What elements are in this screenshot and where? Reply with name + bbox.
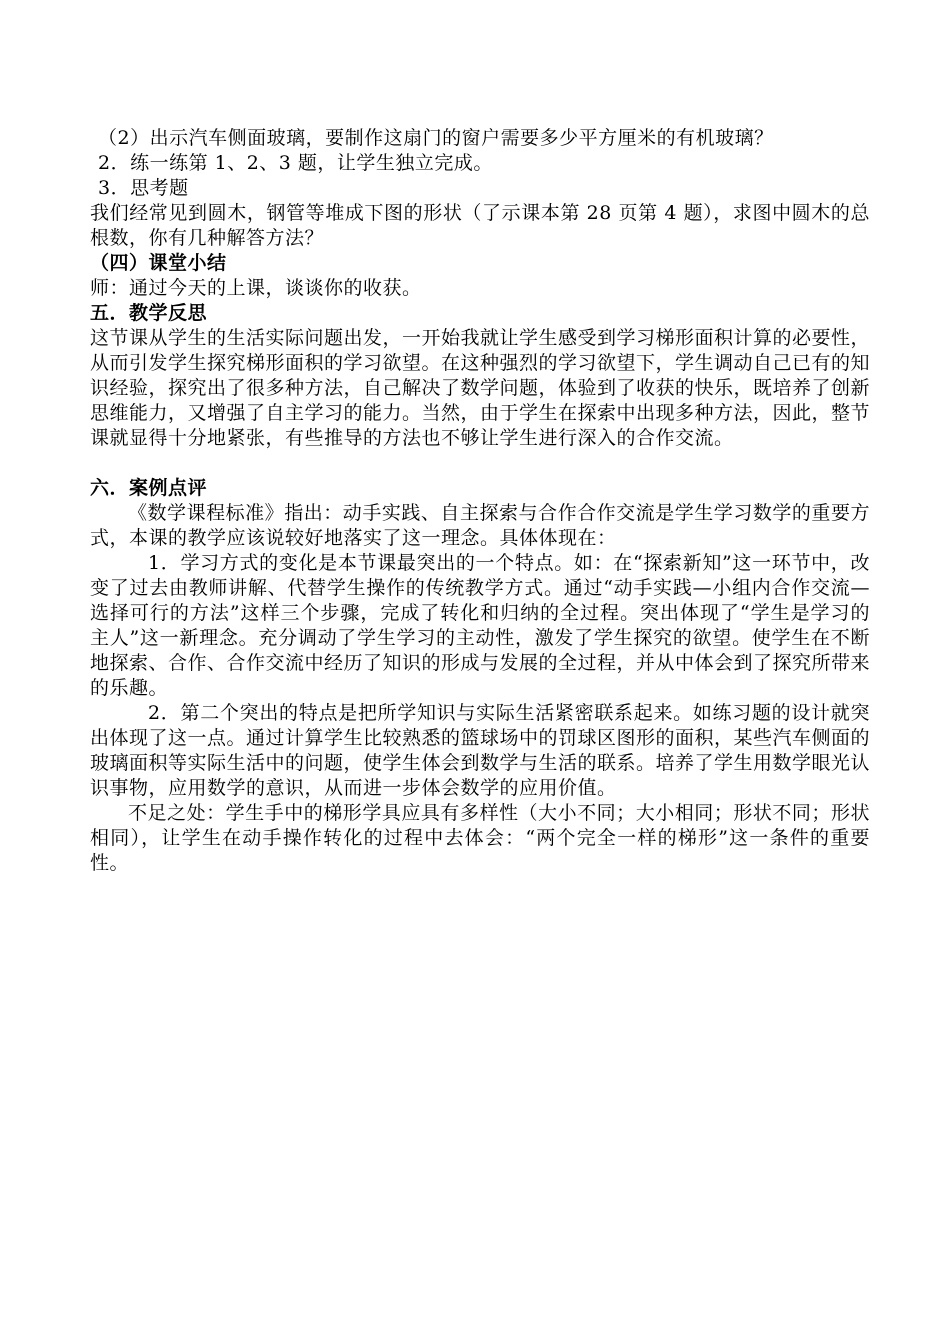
review-point-1-text: 1．学习方式的变化是本节课最突出的一个特点。如：在“探索新知”这一环节中，改变了过去由教师讲解、代替学生操作的传统教学方式。通过“动手实践—小组内合作交流—选择可行的方法”这样三个步骤，完成了转化和归纳的全过程。突出体现了“学生是学习的主人”这一新理念。充分调动了学生学习的主动性，激发了学生探究的欲望。使学生在不断地探索、合作、合作交流中经历了知识的形成与发展的全过程，并从中体会到了探究所带来的乐趣。 [90, 552, 871, 699]
section-reflection-heading: 五．教学反思 [90, 302, 208, 324]
exercise-2-text: （2）出示汽车侧面玻璃，要制作这扇门的窗户需要多少平方厘米的有机玻璃？ [98, 127, 774, 149]
reflection-text: 这节课从学生的生活实际问题出发，一开始我就让学生感受到学习梯形面积计算的必要性，从而引发学生探究梯形面积的学习欲望。在这种强烈的学习欲望下，学生调动自己已有的知识经验，探究出了很多种方法，自己解决了数学问题，体验到了收获的快乐，既培养了创新思维能力，又增强了自主学习的能力。当然，由于学生在探索中出现多种方法，因此，整节课就显得十分地紧张，有些推导的方法也不够让学生进行深入的合作交流。 [90, 327, 871, 449]
practice-text: 2．练一练第 1、2、3 题，让学生独立完成。 [98, 152, 493, 174]
section-summary-heading: （四）课堂小结 [90, 252, 227, 274]
thinking-question-label: 3．思考题 [98, 177, 189, 199]
review-intro-text: 《数学课程标准》指出：动手实践、自主探索与合作合作交流是学生学习数学的重要方式，本课的教学应该说较好地落实了这一理念。具体体现在： [90, 502, 870, 549]
spacer [90, 451, 870, 476]
summary-text: 师：通过今天的上课，谈谈你的收获。 [90, 277, 422, 299]
section-review-heading: 六．案例点评 [90, 477, 208, 499]
thinking-question-text: 我们经常见到圆木，钢管等堆成下图的形状（了示课本第 28 页第 4 题），求图中圆木的总根数，你有几种解答方法？ [90, 202, 870, 249]
review-shortcoming-text: 不足之处：学生手中的梯形学具应具有多样性（大小不同；大小相同；形状不同；形状相同），让学生在动手操作转化的过程中去体会：“两个完全一样的梯形”这一条件的重要性。 [90, 802, 870, 874]
review-point-2-text: 2．第二个突出的特点是把所学知识与实际生活紧密联系起来。如练习题的设计就突出体现了这一点。通过计算学生比较熟悉的篮球场中的罚球区图形的面积，某些汽车侧面的玻璃面积等实际生活中的问题，使学生体会到数学与生活的联系。培养了学生用数学眼光认识事物，应用数学的意识，从而进一步体会数学的应用价值。 [90, 702, 871, 799]
document-page [90, 126, 870, 876]
